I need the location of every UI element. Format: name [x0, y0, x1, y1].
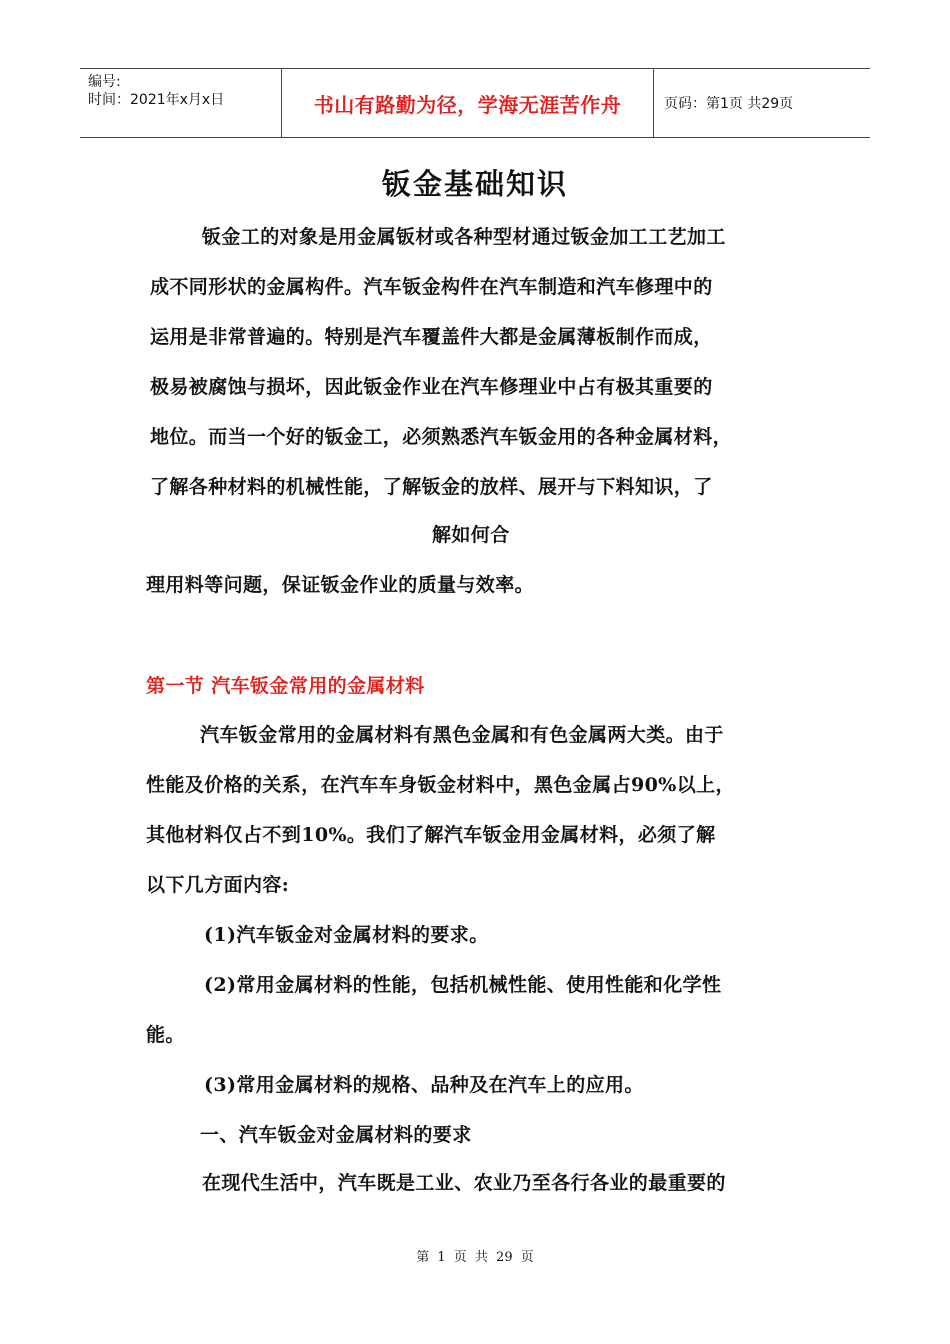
- body-line: 以下几方面内容:: [146, 874, 290, 896]
- intro-line: 理用料等问题，保证钣金作业的质量与效率。: [146, 574, 535, 596]
- intro-line: 运用是非常普遍的。特别是汽车覆盖件大都是金属薄板制作而成，: [150, 326, 713, 348]
- body-line: 在现代生活中，汽车既是工业、农业乃至各行各业的最重要的: [202, 1172, 726, 1194]
- page-footer: 第 1 页 共 29 页: [416, 1250, 534, 1265]
- list-item: (2)常用金属材料的性能，包括机械性能、使用性能和化学性: [204, 974, 722, 996]
- body-line: 汽车钣金常用的金属材料有黑色金属和有色金属两大类。由于: [200, 724, 724, 746]
- section-heading: 第一节 汽车钣金常用的金属材料: [146, 675, 425, 697]
- intro-line: 了解各种材料的机械性能，了解钣金的放样、展开与下料知识，了: [150, 476, 713, 498]
- number-label: 编号:: [88, 74, 121, 90]
- header-table: [80, 68, 870, 138]
- intro-line: 地位。而当一个好的钣金工，必须熟悉汽车钣金用的各种金属材料，: [150, 426, 733, 448]
- intro-line: 钣金工的对象是用金属钣材或各种型材通过钣金加工工艺加工: [202, 226, 726, 248]
- subsection-heading: 一、汽车钣金对金属材料的要求: [200, 1124, 472, 1146]
- header-motto: 书山有路勤为径，学海无涯苦作舟: [282, 69, 654, 137]
- header-page-info: 页码：第1页 共29页: [664, 96, 794, 112]
- list-item: (3)常用金属材料的规格、品种及在汽车上的应用。: [204, 1074, 644, 1096]
- time-label: 时间：2021年x月x日: [88, 92, 225, 108]
- body-line: 其他材料仅占不到10%。我们了解汽车钣金用金属材料，必须了解: [146, 824, 716, 846]
- intro-line: 成不同形状的金属构件。汽车钣金构件在汽车制造和汽车修理中的: [150, 276, 713, 298]
- intro-line: 解如何合: [432, 524, 510, 546]
- list-item-continuation: 能。: [146, 1024, 185, 1046]
- body-line: 性能及价格的关系，在汽车车身钣金材料中，黑色金属占90%以上，: [146, 774, 735, 796]
- list-item: (1)汽车钣金对金属材料的要求。: [204, 924, 489, 946]
- intro-line: 极易被腐蚀与损坏，因此钣金作业在汽车修理业中占有极其重要的: [150, 376, 713, 398]
- document-title: 钣金基础知识: [381, 167, 568, 201]
- header-meta: [80, 69, 282, 137]
